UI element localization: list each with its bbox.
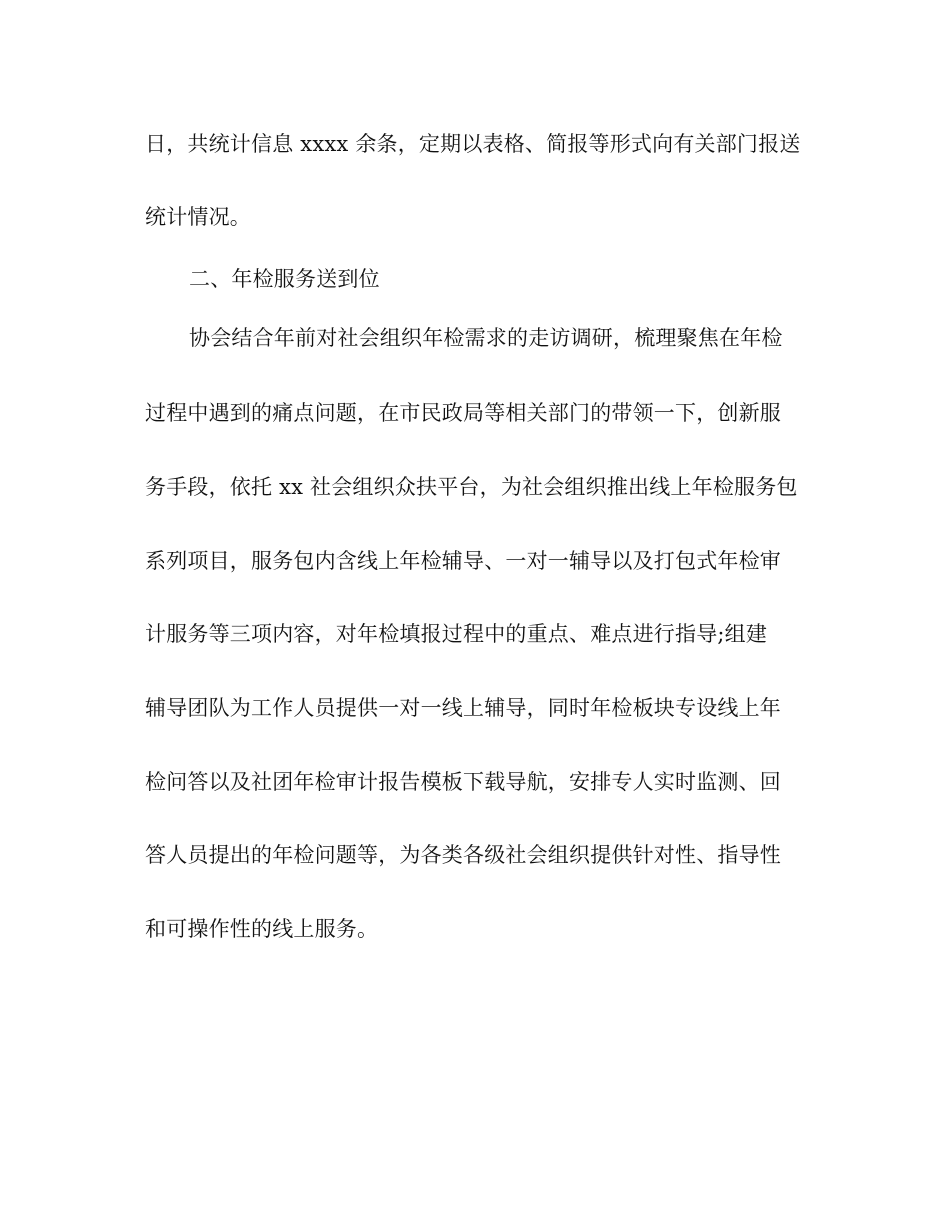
- body-text-line: 答人员提出的年检问题等，为各类各级社会组织提供针对性、指导性: [145, 843, 781, 867]
- body-text-line: 协会结合年前对社会组织年检需求的走访调研，梳理聚焦在年检: [189, 326, 783, 350]
- body-text-line: 和可操作性的线上服务。: [145, 917, 379, 941]
- section-heading: 二、年检服务送到位: [189, 267, 380, 291]
- body-text-line: 系列项目，服务包内含线上年检辅导、一对一辅导以及打包式年检审: [145, 549, 781, 573]
- body-text-line: 统计情况。: [145, 205, 251, 229]
- body-text-line: 务手段，依托 xx 社会组织众扶平台，为社会组织推出线上年检服务包: [145, 475, 798, 499]
- body-text-line: 计服务等三项内容，对年检填报过程中的重点、难点进行指导;组建: [145, 622, 768, 646]
- body-text-line: 辅导团队为工作人员提供一对一线上辅导，同时年检板块专设线上年: [145, 696, 781, 720]
- body-text-line: 日，共统计信息 xxxx 余条，定期以表格、简报等形式向有关部门报送: [145, 132, 801, 156]
- body-text-line: 过程中遇到的痛点问题，在市民政局等相关部门的带领一下，创新服: [145, 401, 781, 425]
- body-text-line: 检问答以及社团年检审计报告模板下载导航，安排专人实时监测、回: [145, 770, 781, 794]
